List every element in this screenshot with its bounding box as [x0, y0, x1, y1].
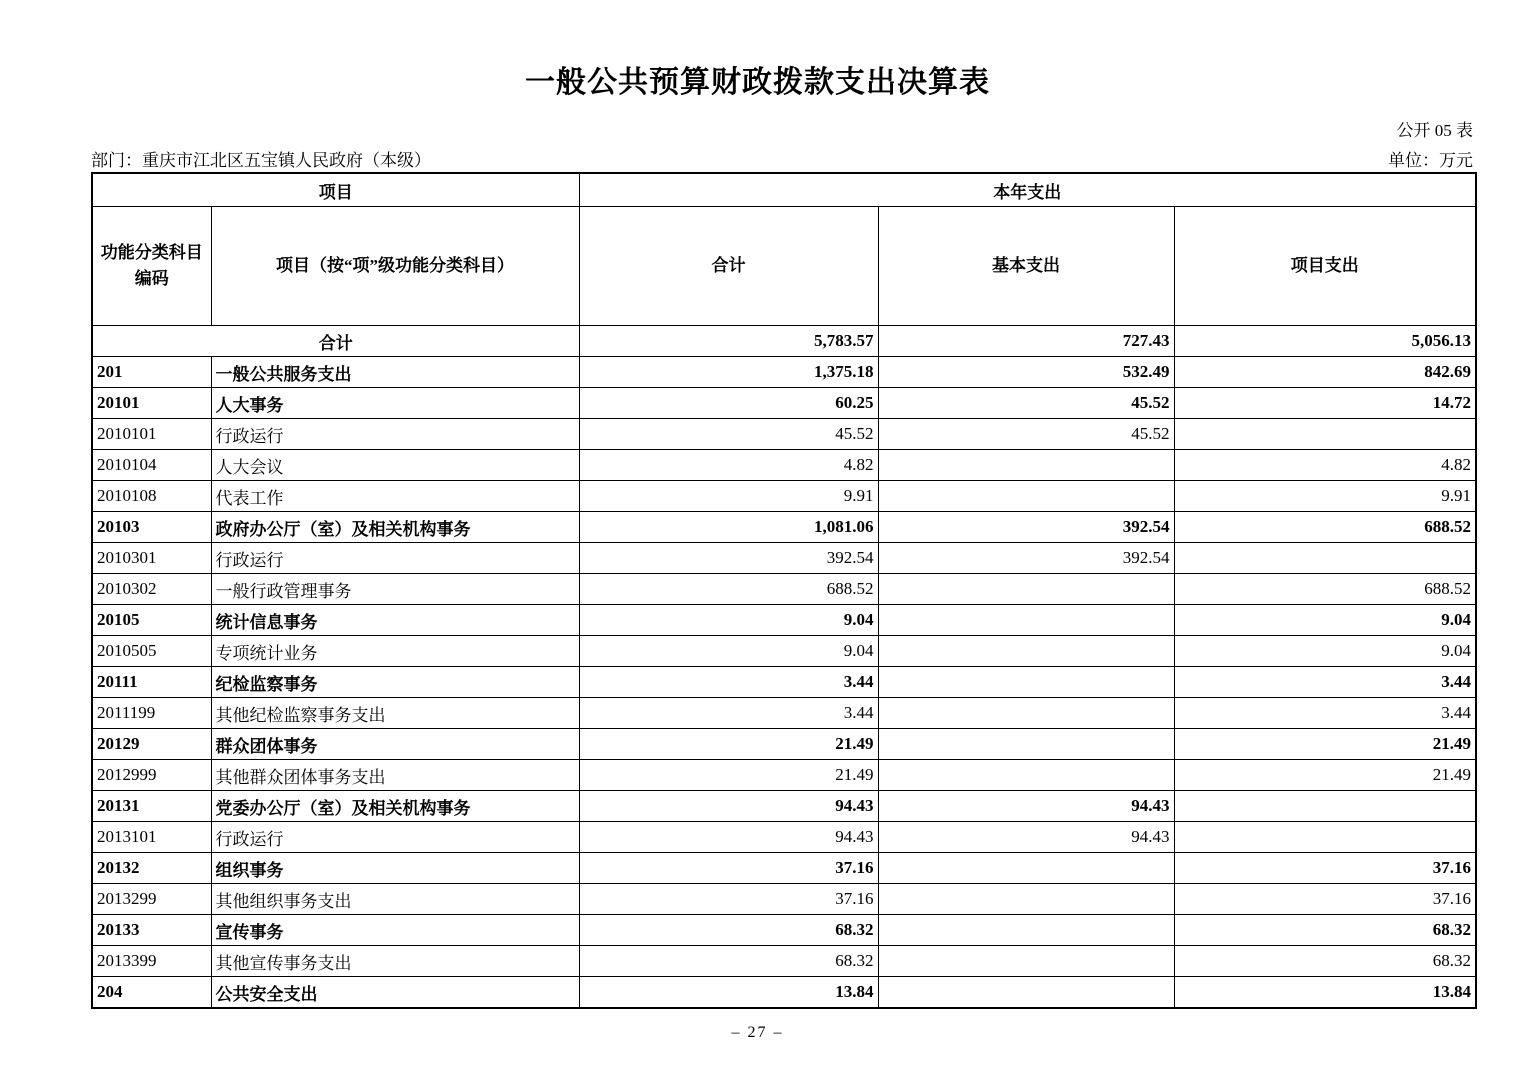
table-row — [92, 853, 1476, 884]
cell-basic-expenditure: 392.54 — [878, 543, 1174, 574]
cell-item-name: 专项统计业务 — [211, 636, 579, 667]
cell-total: 21.49 — [579, 729, 878, 760]
header-group-current-year: 本年支出 — [579, 173, 1476, 207]
cell-project-expenditure — [1174, 543, 1476, 574]
cell-basic-expenditure: 94.43 — [878, 791, 1174, 822]
table-row — [92, 512, 1476, 543]
cell-project-expenditure: 37.16 — [1174, 884, 1476, 915]
cell-function-code: 2010302 — [92, 574, 211, 605]
cell-function-code: 2010108 — [92, 481, 211, 512]
table-row — [92, 884, 1476, 915]
cell-project-expenditure: 37.16 — [1174, 853, 1476, 884]
cell-total: 68.32 — [579, 915, 878, 946]
cell-total: 21.49 — [579, 760, 878, 791]
table-row — [92, 977, 1476, 1009]
cell-total: 5,783.57 — [579, 326, 878, 357]
header-group-row — [92, 173, 1476, 207]
cell-project-expenditure: 9.04 — [1174, 636, 1476, 667]
table-row — [92, 822, 1476, 853]
cell-function-code: 20105 — [92, 605, 211, 636]
header-group-item: 项目 — [92, 173, 579, 207]
cell-function-code: 204 — [92, 977, 211, 1009]
table-row — [92, 791, 1476, 822]
cell-basic-expenditure — [878, 574, 1174, 605]
budget-table — [91, 172, 1477, 1009]
cell-item-name: 人大会议 — [211, 450, 579, 481]
cell-basic-expenditure — [878, 977, 1174, 1009]
cell-function-code: 20131 — [92, 791, 211, 822]
table-row — [92, 543, 1476, 574]
table-row — [92, 667, 1476, 698]
cell-total: 3.44 — [579, 698, 878, 729]
cell-total: 688.52 — [579, 574, 878, 605]
cell-project-expenditure: 4.82 — [1174, 450, 1476, 481]
cell-function-code: 2013299 — [92, 884, 211, 915]
budget-table-body — [92, 326, 1476, 1009]
cell-basic-expenditure: 45.52 — [878, 388, 1174, 419]
cell-function-code: 2010104 — [92, 450, 211, 481]
form-code-label: 公开 05 表 — [1396, 121, 1473, 140]
cell-function-code: 2013399 — [92, 946, 211, 977]
cell-basic-expenditure — [878, 605, 1174, 636]
cell-function-code: 2012999 — [92, 760, 211, 791]
cell-total: 94.43 — [579, 791, 878, 822]
cell-project-expenditure: 68.32 — [1174, 946, 1476, 977]
table-row — [92, 698, 1476, 729]
header-function-code — [92, 207, 211, 326]
cell-function-code: 20101 — [92, 388, 211, 419]
cell-basic-expenditure — [878, 915, 1174, 946]
table-row — [92, 605, 1476, 636]
table-row — [92, 388, 1476, 419]
cell-total: 37.16 — [579, 853, 878, 884]
cell-basic-expenditure — [878, 729, 1174, 760]
cell-total: 9.04 — [579, 605, 878, 636]
table-row — [92, 419, 1476, 450]
cell-project-expenditure: 688.52 — [1174, 574, 1476, 605]
cell-project-expenditure — [1174, 419, 1476, 450]
cell-item-name: 一般行政管理事务 — [211, 574, 579, 605]
cell-function-code: 2011199 — [92, 698, 211, 729]
cell-function-code: 2010101 — [92, 419, 211, 450]
cell-project-expenditure: 68.32 — [1174, 915, 1476, 946]
cell-basic-expenditure — [878, 667, 1174, 698]
cell-function-code: 20132 — [92, 853, 211, 884]
cell-basic-expenditure — [878, 636, 1174, 667]
cell-basic-expenditure — [878, 698, 1174, 729]
unit-label: 单位：万元 — [1388, 151, 1473, 170]
cell-item-name: 行政运行 — [211, 543, 579, 574]
cell-item-name: 公共安全支出 — [211, 977, 579, 1009]
table-row — [92, 915, 1476, 946]
header-function-code-line1: 功能分类科目 — [100, 243, 203, 262]
page-number: – 27 – — [731, 1024, 784, 1041]
page-title: 一般公共预算财政拨款支出决算表 — [525, 66, 990, 99]
cell-item-name: 行政运行 — [211, 822, 579, 853]
cell-basic-expenditure: 532.49 — [878, 357, 1174, 388]
cell-item-name: 宣传事务 — [211, 915, 579, 946]
cell-item-name: 其他组织事务支出 — [211, 884, 579, 915]
cell-basic-expenditure: 94.43 — [878, 822, 1174, 853]
cell-project-expenditure — [1174, 822, 1476, 853]
table-row — [92, 357, 1476, 388]
cell-item-name: 党委办公厅（室）及相关机构事务 — [211, 791, 579, 822]
cell-function-code: 20129 — [92, 729, 211, 760]
table-row — [92, 729, 1476, 760]
cell-total: 68.32 — [579, 946, 878, 977]
cell-item-name: 其他群众团体事务支出 — [211, 760, 579, 791]
cell-project-expenditure: 14.72 — [1174, 388, 1476, 419]
cell-item-name: 代表工作 — [211, 481, 579, 512]
header-item-name: 项目（按“项”级功能分类科目） — [211, 207, 579, 326]
cell-total: 1,375.18 — [579, 357, 878, 388]
cell-project-expenditure: 842.69 — [1174, 357, 1476, 388]
cell-function-code: 20103 — [92, 512, 211, 543]
cell-basic-expenditure: 45.52 — [878, 419, 1174, 450]
cell-function-code: 2010301 — [92, 543, 211, 574]
cell-function-code: 201 — [92, 357, 211, 388]
cell-total: 392.54 — [579, 543, 878, 574]
cell-function-code: 2013101 — [92, 822, 211, 853]
cell-project-expenditure: 3.44 — [1174, 667, 1476, 698]
cell-total: 94.43 — [579, 822, 878, 853]
table-row — [92, 450, 1476, 481]
cell-basic-expenditure — [878, 884, 1174, 915]
cell-project-expenditure: 5,056.13 — [1174, 326, 1476, 357]
cell-basic-expenditure — [878, 946, 1174, 977]
header-basic-expenditure: 基本支出 — [878, 207, 1174, 326]
cell-basic-expenditure — [878, 760, 1174, 791]
cell-project-expenditure: 688.52 — [1174, 512, 1476, 543]
table-row — [92, 326, 1476, 357]
cell-function-code: 20111 — [92, 667, 211, 698]
cell-item-name: 纪检监察事务 — [211, 667, 579, 698]
table-row — [92, 574, 1476, 605]
cell-item-name: 群众团体事务 — [211, 729, 579, 760]
cell-total: 9.91 — [579, 481, 878, 512]
cell-project-expenditure: 9.04 — [1174, 605, 1476, 636]
cell-total: 3.44 — [579, 667, 878, 698]
cell-basic-expenditure: 727.43 — [878, 326, 1174, 357]
cell-total: 37.16 — [579, 884, 878, 915]
cell-item-name: 组织事务 — [211, 853, 579, 884]
cell-item-name: 人大事务 — [211, 388, 579, 419]
table-row — [92, 636, 1476, 667]
cell-item-name: 政府办公厅（室）及相关机构事务 — [211, 512, 579, 543]
cell-total: 60.25 — [579, 388, 878, 419]
cell-basic-expenditure — [878, 450, 1174, 481]
cell-project-expenditure: 3.44 — [1174, 698, 1476, 729]
cell-project-expenditure: 21.49 — [1174, 760, 1476, 791]
cell-function-code: 20133 — [92, 915, 211, 946]
cell-total: 13.84 — [579, 977, 878, 1009]
cell-project-expenditure: 21.49 — [1174, 729, 1476, 760]
cell-item-name: 统计信息事务 — [211, 605, 579, 636]
cell-basic-expenditure — [878, 853, 1174, 884]
cell-total: 45.52 — [579, 419, 878, 450]
table-row — [92, 760, 1476, 791]
cell-item-name: 一般公共服务支出 — [211, 357, 579, 388]
cell-total: 9.04 — [579, 636, 878, 667]
cell-total: 1,081.06 — [579, 512, 878, 543]
cell-item-name: 其他纪检监察事务支出 — [211, 698, 579, 729]
cell-function-code: 2010505 — [92, 636, 211, 667]
header-columns-row — [92, 207, 1476, 326]
department-label: 部门：重庆市江北区五宝镇人民政府（本级） — [91, 151, 431, 170]
cell-project-expenditure: 9.91 — [1174, 481, 1476, 512]
cell-basic-expenditure: 392.54 — [878, 512, 1174, 543]
header-function-code-line2: 编码 — [134, 269, 169, 288]
header-total: 合计 — [579, 207, 878, 326]
cell-basic-expenditure — [878, 481, 1174, 512]
cell-project-expenditure — [1174, 791, 1476, 822]
table-row — [92, 946, 1476, 977]
cell-item-name: 行政运行 — [211, 419, 579, 450]
cell-total: 4.82 — [579, 450, 878, 481]
table-row — [92, 481, 1476, 512]
cell-project-expenditure: 13.84 — [1174, 977, 1476, 1009]
cell-row-label: 合计 — [92, 326, 579, 357]
header-project-expenditure: 项目支出 — [1174, 207, 1476, 326]
cell-item-name: 其他宣传事务支出 — [211, 946, 579, 977]
